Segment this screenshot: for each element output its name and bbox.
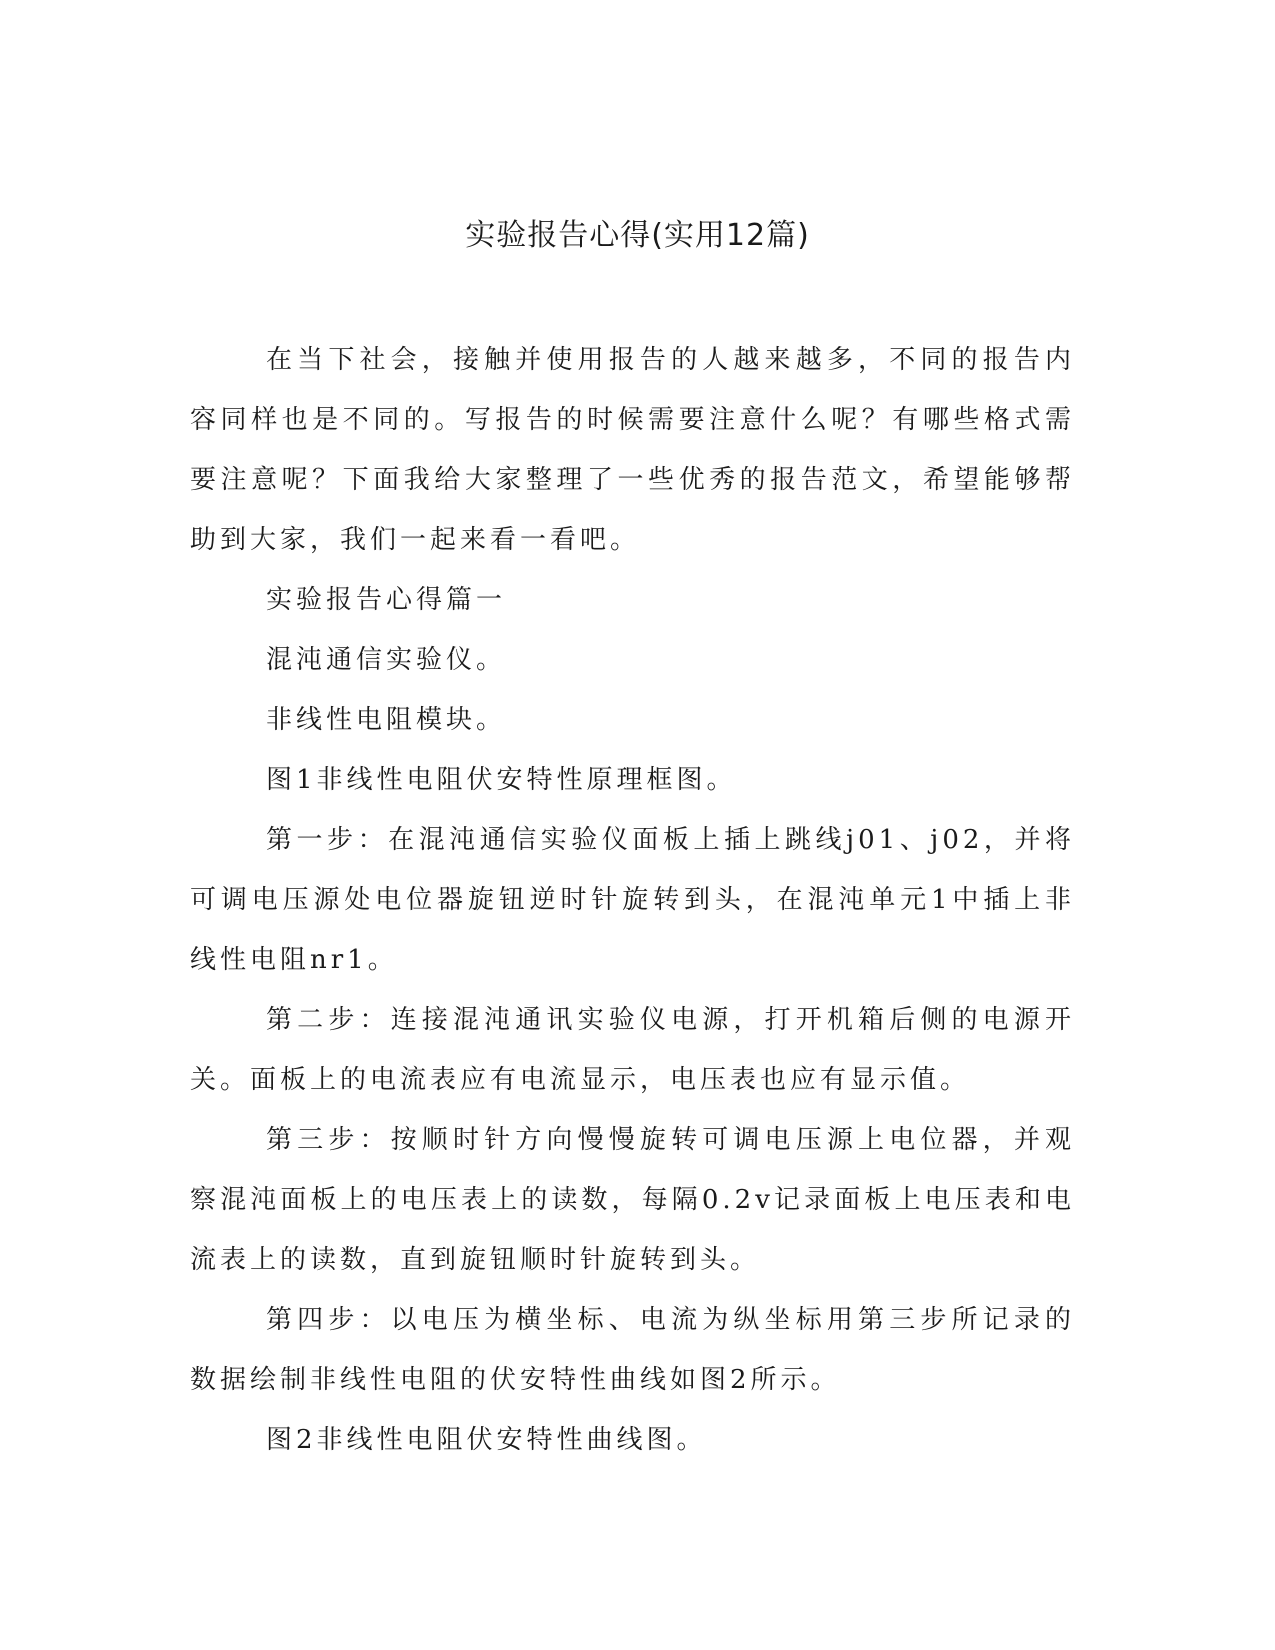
step-3-paragraph: 第三步：按顺时针方向慢慢旋转可调电压源上电位器，并观察混沌面板上的电压表上的读数，每隔0.2v记录面板上电压表和电流表上的读数，直到旋钮顺时针旋转到头。	[190, 1125, 1075, 1275]
equipment-line: 混沌通信实验仪。	[266, 645, 507, 675]
intro-paragraph: 在当下社会，接触并使用报告的人越来越多，不同的报告内容同样也是不同的。写报告的时候需要注意什么呢？有哪些格式需要注意呢？下面我给大家整理了一些优秀的报告范文，希望能够帮助到大家，我们一起来看一看吧。	[190, 345, 1075, 555]
step-2-paragraph: 第二步：连接混沌通讯实验仪电源，打开机箱后侧的电源开关。面板上的电流表应有电流显示，电压表也应有显示值。	[190, 1005, 1075, 1095]
step-1-paragraph: 第一步：在混沌通信实验仪面板上插上跳线j01、j02，并将可调电压源处电位器旋钮逆时针旋转到头，在混沌单元1中插上非线性电阻nr1。	[190, 825, 1075, 975]
document-body	[190, 330, 1075, 1470]
module-line: 非线性电阻模块。	[266, 705, 507, 735]
figure-1-caption: 图1非线性电阻伏安特性原理框图。	[266, 765, 737, 795]
section-heading: 实验报告心得篇一	[266, 585, 507, 615]
figure-2-caption: 图2非线性电阻伏安特性曲线图。	[266, 1425, 707, 1455]
document-title: 实验报告心得(实用12篇)	[465, 218, 810, 253]
step-4-paragraph: 第四步：以电压为横坐标、电流为纵坐标用第三步所记录的数据绘制非线性电阻的伏安特性曲线如图2所示。	[190, 1305, 1075, 1395]
